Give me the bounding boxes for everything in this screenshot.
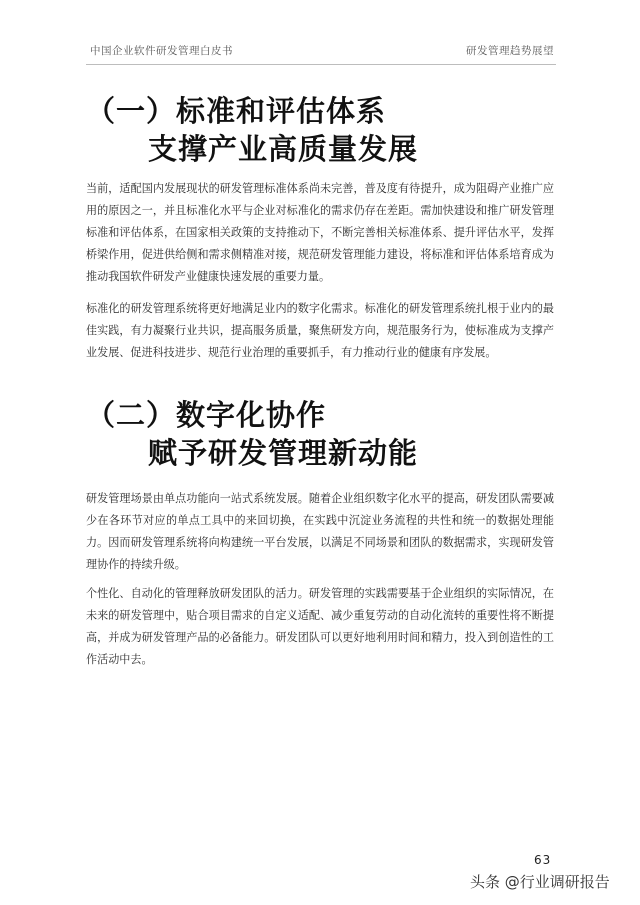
header-divider xyxy=(86,64,556,65)
section1-paragraph1: 当前，适配国内发展现状的研发管理标准体系尚未完善，普及度有待提升，成为阻碍产业推广应用的原因之一，并且标准化水平与企业对标准化的需求仍存在差距。需加快建设和推广研发管理标准和评估体系，在国家相关政策的支持推动下，不断完善相关标准体系、提升评估水平，发挥桥梁作用，促进供给侧和需求侧精准对接，规范研发管理能力建设，将标准和评估体系培育成为推动我国软件研发产业健康快速发展的重要力量。 xyxy=(86,182,554,283)
page-number: 63 xyxy=(534,853,552,867)
section2-paragraph1: 研发管理场景由单点功能向一站式系统发展。随着企业组织数字化水平的提高，研发团队需要减少在各环节对应的单点工具中的来回切换，在实践中沉淀业务流程的共性和统一的数据处理能力。因而研发管理系统将向构建统一平台发展，以满足不同场景和团队的数据需求，实现研发管理协作的持续升级。 xyxy=(86,492,554,571)
section2-heading-line2: 赋予研发管理新动能 xyxy=(148,436,419,470)
section2-heading xyxy=(86,396,556,472)
section1-heading xyxy=(86,92,556,168)
section2-paragraph2: 个性化、自动化的管理释放研发团队的活力。研发管理的实践需要基于企业组织的实际情况，在未来的研发管理中，贴合项目需求的自定义适配、减少重复劳动的自动化流转的重要性将不断提高，并成为研发管理产品的必备能力。研发团队可以更好地利用时间和精力，投入到创造性的工作活动中去。 xyxy=(86,587,554,666)
header-section-title: 研发管理趋势展望 xyxy=(466,45,554,57)
section2-heading-line1: （二）数字化协作 xyxy=(86,398,327,432)
header-doc-title: 中国企业软件研发管理白皮书 xyxy=(90,45,233,57)
watermark: 头条 @行业调研报告 xyxy=(470,873,610,891)
section1-heading-line2: 支撑产业高质量发展 xyxy=(148,132,419,166)
section1-heading-line1: （一）标准和评估体系 xyxy=(86,94,387,128)
section1-paragraph2: 标准化的研发管理系统将更好地满足业内的数字化需求。标准化的研发管理系统扎根于业内的最佳实践，有力凝聚行业共识，提高服务质量，聚焦研发方向，规范服务行为，使标准成为支撑产业发展、促进科技进步、规范行业治理的重要抓手，有力推动行业的健康有序发展。 xyxy=(86,302,554,359)
